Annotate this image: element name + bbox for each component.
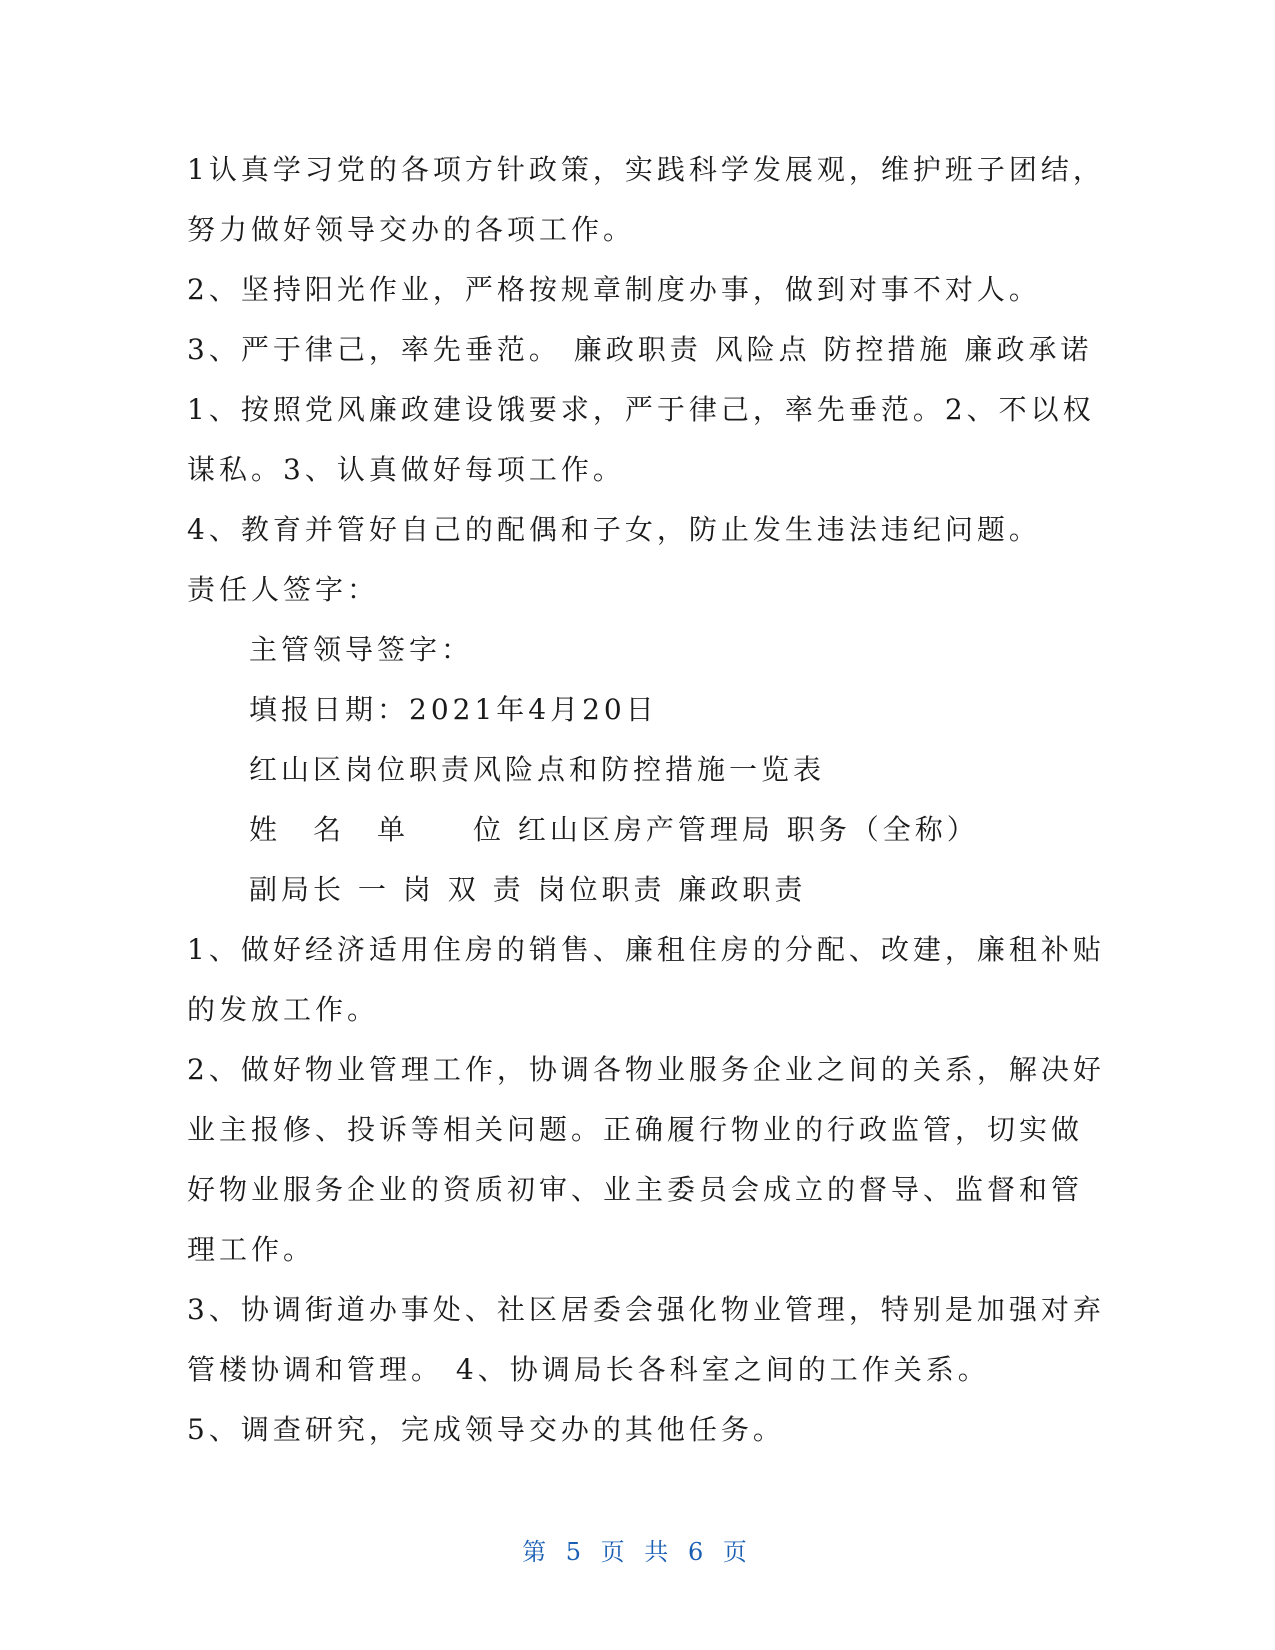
document-body [187,140,1105,1460]
table-header-row: 姓 名 单 位 红山区房产管理局 职务（全称） [249,813,979,846]
text-line: 努力做好领导交办的各项工作。 [187,213,636,246]
text-line: 3、协调街道办事处、社区居委会强化物业管理，特别是加强对弃 [187,1293,1105,1326]
text-line: 3、严于律己，率先垂范。 廉政职责 风险点 防控措施 廉政承诺 [187,333,1093,366]
text-line: 5、调查研究，完成领导交办的其他任务。 [187,1413,785,1446]
text-line: 理工作。 [187,1233,316,1266]
text-line: 2、坚持阳光作业，严格按规章制度办事，做到对事不对人。 [187,273,1041,306]
report-date: 填报日期：2021年4月20日 [249,693,658,726]
text-line: 的发放工作。 [187,993,380,1026]
text-line: 1、做好经济适用住房的销售、廉租住房的分配、改建，廉租补贴 [187,933,1105,966]
supervisor-signature: 主管领导签字： [249,633,474,666]
text-line: 管楼协调和管理。 4、协调局长各科室之间的工作关系。 [187,1353,990,1386]
responsible-person-signature: 责任人签字： [187,573,380,606]
text-line: 1认真学习党的各项方针政策，实践科学发展观，维护班子团结， [187,153,1105,186]
text-line: 好物业服务企业的资质初审、业主委员会成立的督导、监督和管 [187,1173,1084,1206]
table-title: 红山区岗位职责风险点和防控措施一览表 [249,753,826,786]
page-number-footer: 第 5 页 共 6 页 [522,1538,753,1566]
text-line: 4、教育并管好自己的配偶和子女，防止发生违法违纪问题。 [187,513,1041,546]
text-line: 谋私。3、认真做好每项工作。 [187,453,625,486]
table-header-row: 副局长 一 岗 双 责 岗位职责 廉政职责 [249,873,807,906]
text-line: 业主报修、投诉等相关问题。正确履行物业的行政监管，切实做 [187,1113,1084,1146]
text-line: 1、按照党风廉政建设饿要求，严于律己，率先垂范。2、不以权 [187,393,1095,426]
text-line: 2、做好物业管理工作，协调各物业服务企业之间的关系，解决好 [187,1053,1105,1086]
